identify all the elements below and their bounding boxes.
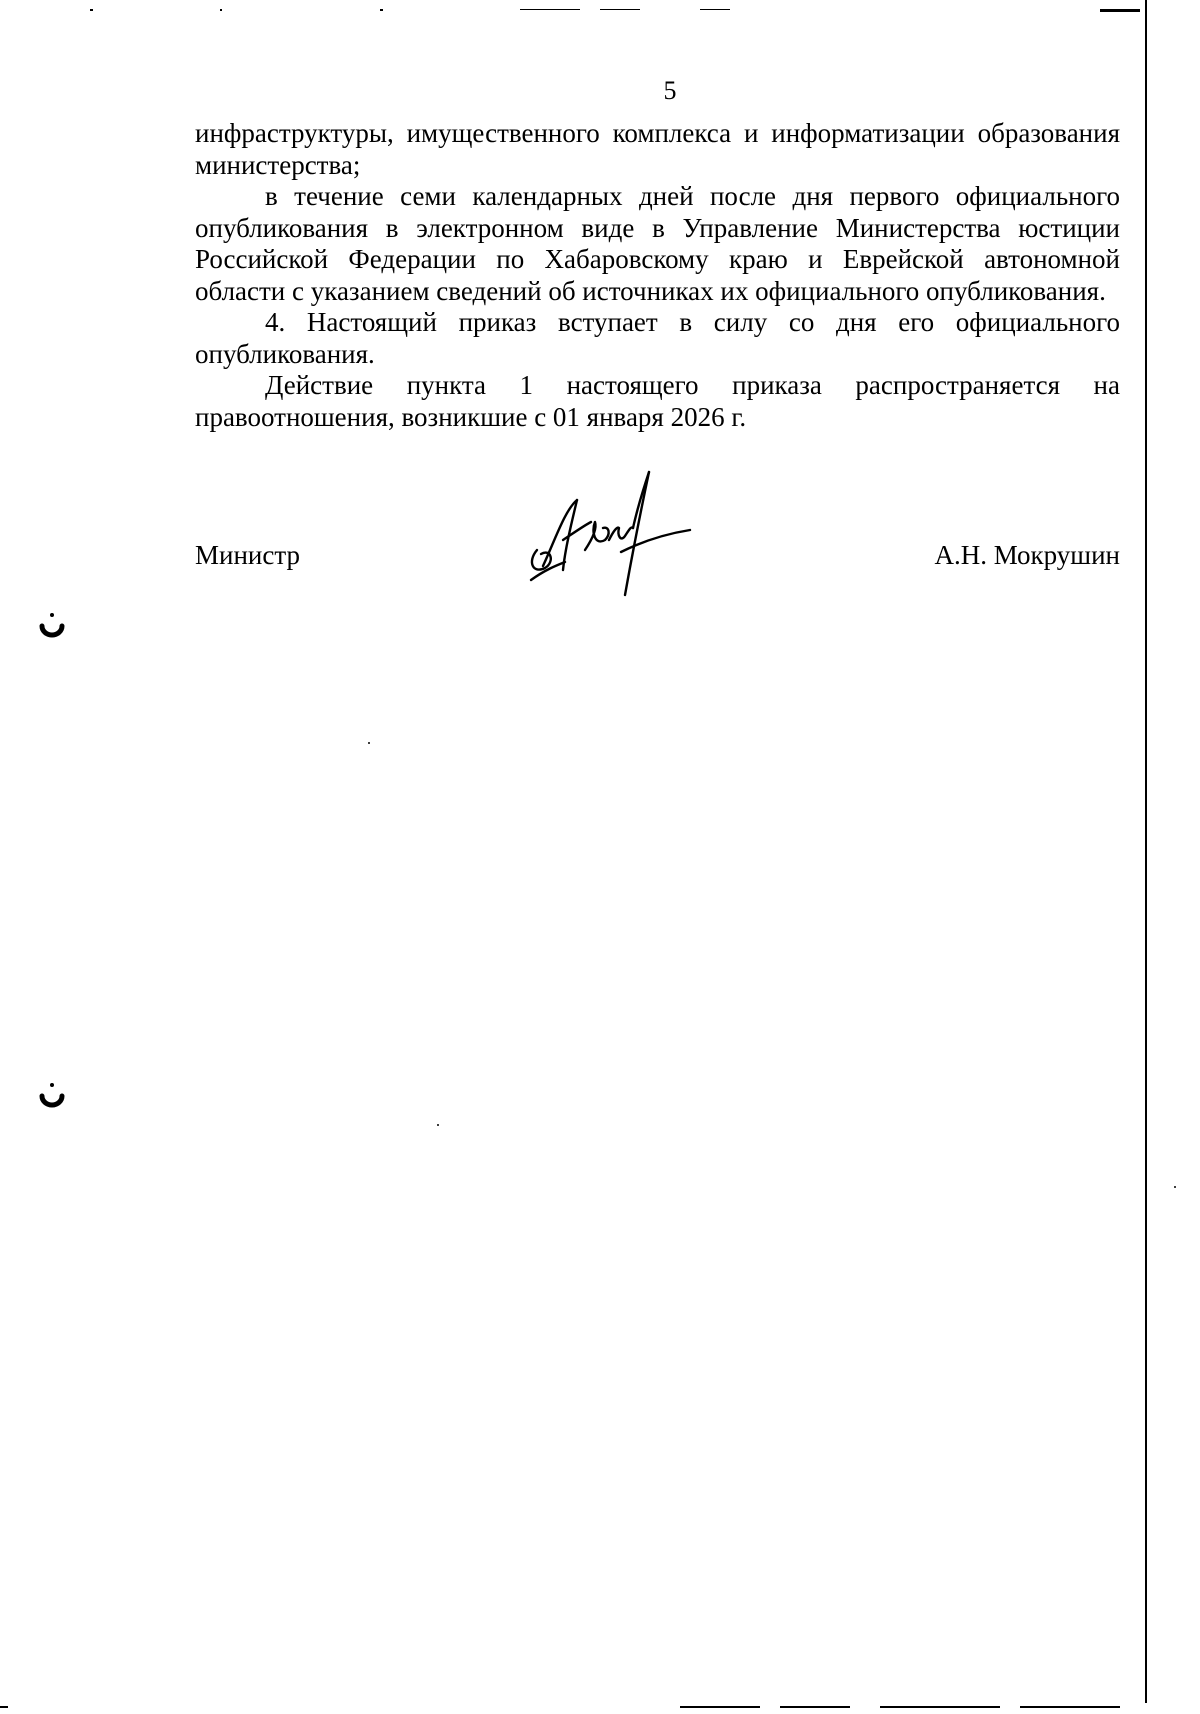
document-body (195, 118, 1120, 433)
scan-speck (437, 1124, 439, 1126)
paragraph-3: 4. Настоящий приказ вступает в силу со дня его официального опубликования. (195, 307, 1120, 369)
scan-speck (368, 742, 370, 744)
scan-edge-top (0, 0, 1200, 4)
paragraph-2: в течение семи календарных дней после дня первого официального опубликования в электронном виде в Управление Министерства юстиции Российской Федерации по Хабаровскому краю и Еврейской автономной области с указанием сведений об источниках их официального опубликования. (195, 181, 1120, 306)
scan-edge-bottom (0, 1696, 1200, 1700)
page-number: 5 (663, 76, 677, 105)
scan-speck (1174, 1186, 1176, 1188)
signer-name: А.Н. Мокрушин (934, 540, 1120, 570)
scan-edge-right (1145, 0, 1147, 1703)
punch-hole-mark-2 (38, 1082, 66, 1110)
signature-block (195, 538, 1120, 578)
paragraph-4: Действие пункта 1 настоящего приказа распространяется на правоотношения, возникшие с 01 января 2026 г. (195, 370, 1120, 432)
signer-title: Министр (195, 540, 300, 570)
punch-hole-mark-1 (38, 612, 66, 640)
paragraph-1: инфраструктуры, имущественного комплекса и информатизации образования министерства; (195, 118, 1120, 180)
